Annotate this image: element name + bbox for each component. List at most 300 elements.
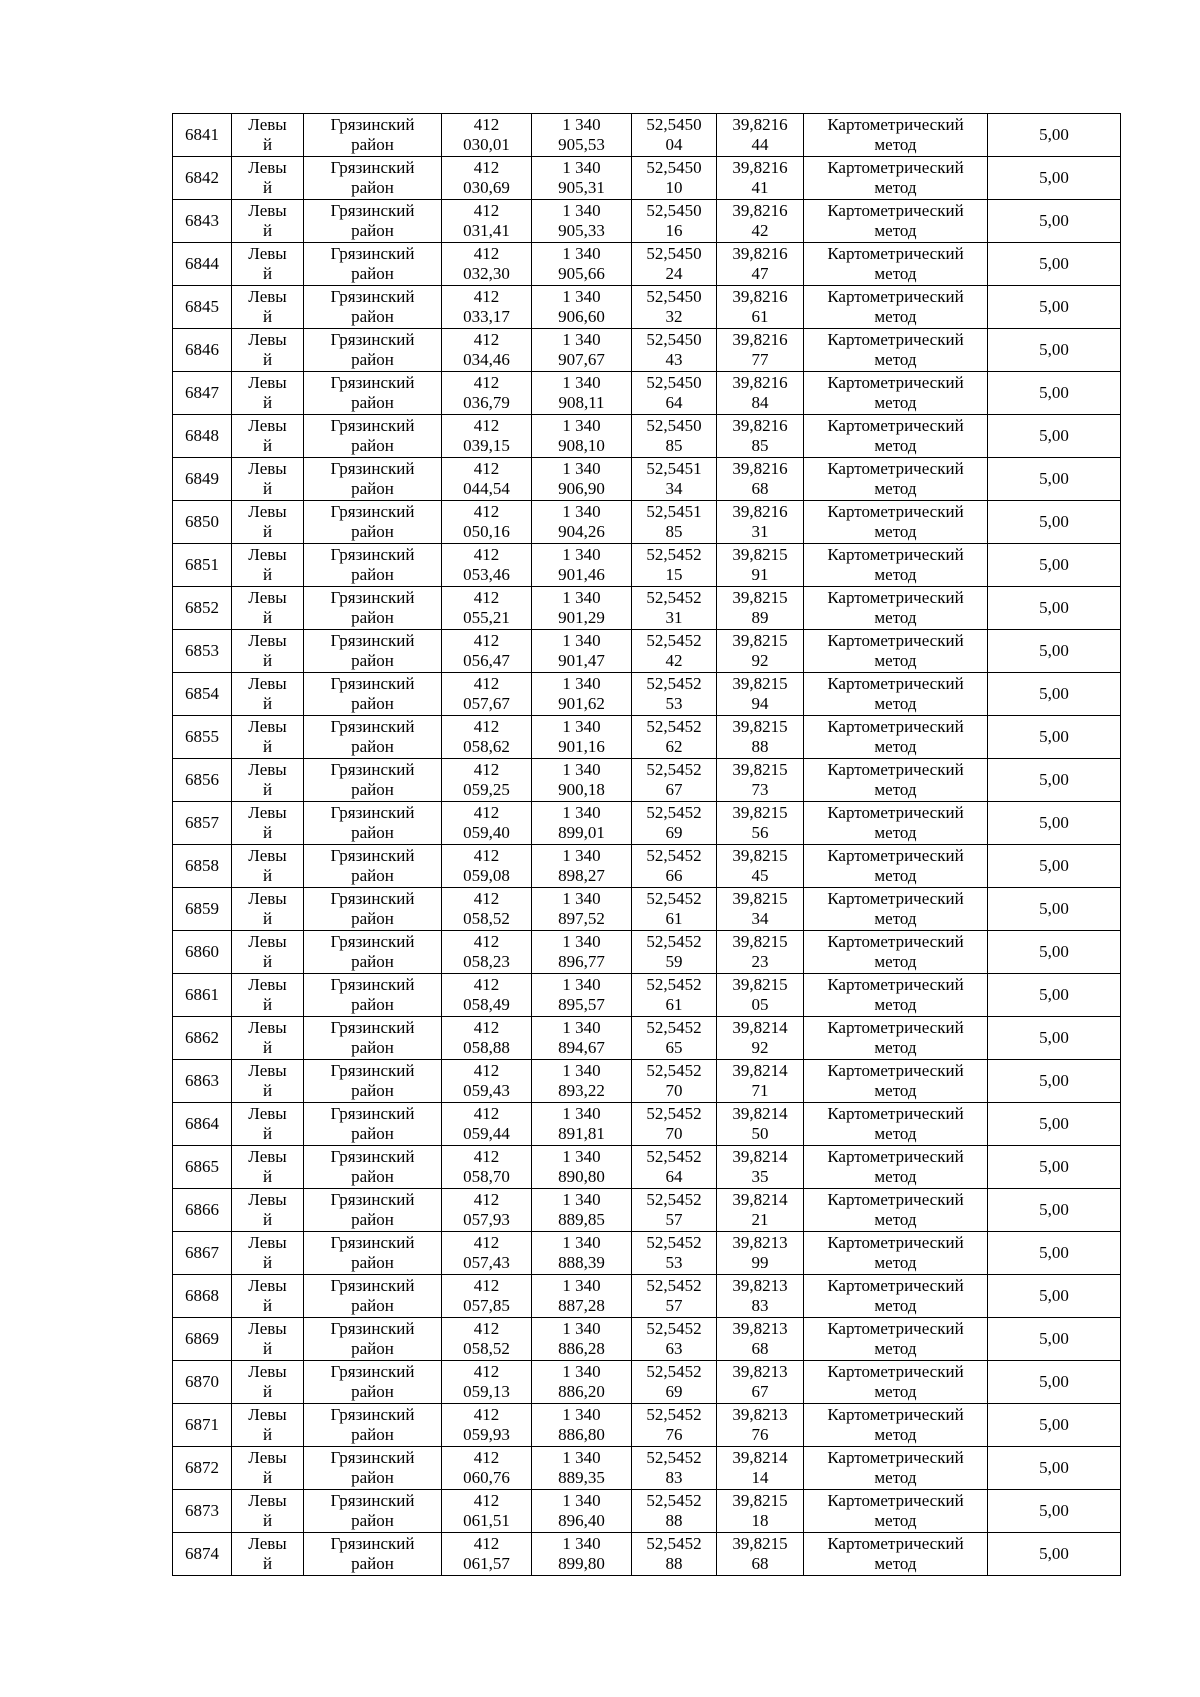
district-cell xyxy=(304,1275,442,1318)
district-line: район xyxy=(351,1038,394,1057)
method-cell xyxy=(804,888,988,931)
y-coordinate-line: 896,40 xyxy=(558,1511,605,1530)
longitude-line: 39,8215 xyxy=(732,846,788,865)
latitude-line: 24 xyxy=(665,264,683,283)
x-coordinate-cell xyxy=(442,286,532,329)
longitude-line: 39,8215 xyxy=(732,674,788,693)
method-cell xyxy=(804,544,988,587)
longitude-line: 39,8216 xyxy=(732,115,788,134)
point-number-cell: 6866 xyxy=(173,1189,232,1232)
side-line: Левы xyxy=(248,1534,287,1553)
y-coordinate-line: 894,67 xyxy=(558,1038,605,1057)
method-cell xyxy=(804,200,988,243)
y-coordinate-line: 907,67 xyxy=(558,350,605,369)
district-line: район xyxy=(351,1425,394,1444)
y-coordinate-line: 901,47 xyxy=(558,651,605,670)
side-cell xyxy=(232,1146,304,1189)
x-coordinate-line: 412 xyxy=(473,1190,500,1209)
y-coordinate-cell xyxy=(532,415,632,458)
method-line: Картометрический xyxy=(827,975,964,994)
method-line: Картометрический xyxy=(827,1104,964,1123)
point-number-cell: 6874 xyxy=(173,1533,232,1576)
point-number-cell: 6870 xyxy=(173,1361,232,1404)
y-coordinate-cell xyxy=(532,501,632,544)
longitude-line: 39,8215 xyxy=(732,803,788,822)
point-number-cell: 6849 xyxy=(173,458,232,501)
latitude-cell xyxy=(632,1060,717,1103)
accuracy-cell: 5,00 xyxy=(988,1275,1121,1318)
side-line: й xyxy=(262,350,273,369)
table-row xyxy=(173,759,1121,802)
district-cell xyxy=(304,1189,442,1232)
method-cell xyxy=(804,673,988,716)
x-coordinate-line: 412 xyxy=(473,545,500,564)
latitude-cell xyxy=(632,1404,717,1447)
y-coordinate-line: 901,29 xyxy=(558,608,605,627)
latitude-cell xyxy=(632,1490,717,1533)
longitude-line: 39,8216 xyxy=(732,158,788,177)
longitude-line: 39,8215 xyxy=(732,545,788,564)
y-coordinate-line: 1 340 xyxy=(562,287,601,306)
district-line: Грязинский xyxy=(330,1104,415,1123)
district-line: район xyxy=(351,1554,394,1573)
longitude-line: 39,8216 xyxy=(732,416,788,435)
latitude-line: 52,5452 xyxy=(646,1448,702,1467)
method-line: метод xyxy=(874,608,917,627)
longitude-line: 88 xyxy=(751,737,769,756)
accuracy-cell: 5,00 xyxy=(988,802,1121,845)
longitude-line: 39,8215 xyxy=(732,717,788,736)
x-coordinate-cell xyxy=(442,1404,532,1447)
x-coordinate-line: 059,44 xyxy=(463,1124,510,1143)
x-coordinate-line: 412 xyxy=(473,1276,500,1295)
district-line: Грязинский xyxy=(330,158,415,177)
district-line: район xyxy=(351,178,394,197)
longitude-cell xyxy=(717,286,804,329)
method-line: метод xyxy=(874,995,917,1014)
method-cell xyxy=(804,1017,988,1060)
longitude-line: 68 xyxy=(751,479,769,498)
y-coordinate-cell xyxy=(532,1275,632,1318)
side-line: й xyxy=(262,1382,273,1401)
method-line: метод xyxy=(874,479,917,498)
table-row xyxy=(173,1017,1121,1060)
method-cell xyxy=(804,1189,988,1232)
side-line: Левы xyxy=(248,459,287,478)
longitude-line: 39,8216 xyxy=(732,244,788,263)
side-line: Левы xyxy=(248,631,287,650)
district-line: Грязинский xyxy=(330,416,415,435)
x-coordinate-line: 061,57 xyxy=(463,1554,510,1573)
x-coordinate-line: 412 xyxy=(473,975,500,994)
side-line: й xyxy=(262,1511,273,1530)
x-coordinate-cell xyxy=(442,888,532,931)
district-line: район xyxy=(351,823,394,842)
longitude-cell xyxy=(717,1533,804,1576)
accuracy-cell: 5,00 xyxy=(988,157,1121,200)
district-line: район xyxy=(351,393,394,412)
method-line: Картометрический xyxy=(827,416,964,435)
latitude-cell xyxy=(632,716,717,759)
x-coordinate-cell xyxy=(442,157,532,200)
method-line: метод xyxy=(874,1210,917,1229)
latitude-line: 52,5452 xyxy=(646,674,702,693)
accuracy-cell: 5,00 xyxy=(988,1017,1121,1060)
x-coordinate-line: 412 xyxy=(473,588,500,607)
district-cell xyxy=(304,716,442,759)
y-coordinate-cell xyxy=(532,1060,632,1103)
x-coordinate-line: 412 xyxy=(473,1319,500,1338)
x-coordinate-line: 412 xyxy=(473,846,500,865)
district-cell xyxy=(304,1103,442,1146)
y-coordinate-line: 1 340 xyxy=(562,1190,601,1209)
side-cell xyxy=(232,1189,304,1232)
district-cell xyxy=(304,630,442,673)
district-line: район xyxy=(351,307,394,326)
point-number-cell: 6845 xyxy=(173,286,232,329)
district-line: район xyxy=(351,608,394,627)
longitude-line: 47 xyxy=(751,264,769,283)
district-cell xyxy=(304,845,442,888)
method-line: метод xyxy=(874,1339,917,1358)
y-coordinate-line: 1 340 xyxy=(562,674,601,693)
side-line: Левы xyxy=(248,889,287,908)
y-coordinate-line: 1 340 xyxy=(562,373,601,392)
point-number-cell: 6855 xyxy=(173,716,232,759)
table-row xyxy=(173,544,1121,587)
method-line: метод xyxy=(874,393,917,412)
method-cell xyxy=(804,1232,988,1275)
latitude-line: 53 xyxy=(665,1253,683,1272)
x-coordinate-line: 058,23 xyxy=(463,952,510,971)
point-number-cell: 6869 xyxy=(173,1318,232,1361)
longitude-line: 39,8213 xyxy=(732,1233,788,1252)
district-line: Грязинский xyxy=(330,717,415,736)
district-line: район xyxy=(351,1124,394,1143)
method-cell xyxy=(804,1447,988,1490)
district-line: район xyxy=(351,1296,394,1315)
accuracy-cell: 5,00 xyxy=(988,415,1121,458)
accuracy-cell: 5,00 xyxy=(988,286,1121,329)
side-line: Левы xyxy=(248,287,287,306)
y-coordinate-line: 901,16 xyxy=(558,737,605,756)
longitude-cell xyxy=(717,802,804,845)
method-line: Картометрический xyxy=(827,803,964,822)
longitude-cell xyxy=(717,1189,804,1232)
method-cell xyxy=(804,286,988,329)
latitude-cell xyxy=(632,501,717,544)
table-row xyxy=(173,845,1121,888)
latitude-line: 69 xyxy=(665,1382,683,1401)
x-coordinate-line: 412 xyxy=(473,1362,500,1381)
y-coordinate-line: 901,46 xyxy=(558,565,605,584)
method-cell xyxy=(804,1275,988,1318)
method-cell xyxy=(804,243,988,286)
x-coordinate-cell xyxy=(442,501,532,544)
y-coordinate-line: 889,85 xyxy=(558,1210,605,1229)
side-line: Левы xyxy=(248,1147,287,1166)
side-line: Левы xyxy=(248,502,287,521)
district-line: Грязинский xyxy=(330,975,415,994)
district-line: Грязинский xyxy=(330,373,415,392)
side-line: й xyxy=(262,479,273,498)
latitude-line: 52,5452 xyxy=(646,1491,702,1510)
x-coordinate-line: 412 xyxy=(473,115,500,134)
district-line: Грязинский xyxy=(330,1276,415,1295)
longitude-line: 35 xyxy=(751,1167,769,1186)
longitude-line: 76 xyxy=(751,1425,769,1444)
y-coordinate-line: 1 340 xyxy=(562,846,601,865)
method-line: Картометрический xyxy=(827,1491,964,1510)
y-coordinate-line: 897,52 xyxy=(558,909,605,928)
longitude-cell xyxy=(717,1017,804,1060)
district-line: район xyxy=(351,866,394,885)
longitude-cell xyxy=(717,759,804,802)
latitude-line: 34 xyxy=(665,479,683,498)
side-line: Левы xyxy=(248,674,287,693)
method-line: метод xyxy=(874,909,917,928)
y-coordinate-line: 1 340 xyxy=(562,760,601,779)
x-coordinate-line: 412 xyxy=(473,760,500,779)
side-cell xyxy=(232,415,304,458)
table-row xyxy=(173,1404,1121,1447)
method-cell xyxy=(804,329,988,372)
side-line: Левы xyxy=(248,1104,287,1123)
x-coordinate-cell xyxy=(442,802,532,845)
y-coordinate-line: 1 340 xyxy=(562,115,601,134)
x-coordinate-cell xyxy=(442,1533,532,1576)
x-coordinate-line: 412 xyxy=(473,1147,500,1166)
x-coordinate-line: 057,93 xyxy=(463,1210,510,1229)
point-number-cell: 6868 xyxy=(173,1275,232,1318)
district-line: район xyxy=(351,565,394,584)
district-line: Грязинский xyxy=(330,115,415,134)
x-coordinate-line: 034,46 xyxy=(463,350,510,369)
x-coordinate-line: 031,41 xyxy=(463,221,510,240)
table-row xyxy=(173,974,1121,1017)
x-coordinate-line: 058,62 xyxy=(463,737,510,756)
x-coordinate-line: 030,01 xyxy=(463,135,510,154)
method-line: Картометрический xyxy=(827,330,964,349)
method-cell xyxy=(804,372,988,415)
y-coordinate-line: 899,80 xyxy=(558,1554,605,1573)
side-cell xyxy=(232,1318,304,1361)
table-row xyxy=(173,286,1121,329)
latitude-line: 52,5452 xyxy=(646,975,702,994)
latitude-cell xyxy=(632,1533,717,1576)
side-line: й xyxy=(262,780,273,799)
district-cell xyxy=(304,1404,442,1447)
side-line: Левы xyxy=(248,1018,287,1037)
method-line: Картометрический xyxy=(827,1018,964,1037)
district-line: Грязинский xyxy=(330,1233,415,1252)
y-coordinate-line: 1 340 xyxy=(562,889,601,908)
y-coordinate-cell xyxy=(532,888,632,931)
method-line: Картометрический xyxy=(827,1362,964,1381)
longitude-line: 39,8215 xyxy=(732,760,788,779)
point-number-cell: 6857 xyxy=(173,802,232,845)
side-line: Левы xyxy=(248,244,287,263)
x-coordinate-cell xyxy=(442,759,532,802)
longitude-line: 92 xyxy=(751,1038,769,1057)
table-row xyxy=(173,372,1121,415)
side-line: Левы xyxy=(248,1190,287,1209)
side-line: Левы xyxy=(248,846,287,865)
longitude-line: 39,8214 xyxy=(732,1190,788,1209)
district-line: Грязинский xyxy=(330,459,415,478)
x-coordinate-cell xyxy=(442,114,532,157)
district-line: район xyxy=(351,1167,394,1186)
longitude-line: 56 xyxy=(751,823,769,842)
method-line: метод xyxy=(874,1511,917,1530)
method-line: метод xyxy=(874,1425,917,1444)
longitude-line: 77 xyxy=(751,350,769,369)
method-cell xyxy=(804,630,988,673)
method-cell xyxy=(804,157,988,200)
method-line: метод xyxy=(874,1167,917,1186)
longitude-line: 05 xyxy=(751,995,769,1014)
district-line: район xyxy=(351,952,394,971)
point-number-cell: 6867 xyxy=(173,1232,232,1275)
y-coordinate-line: 896,77 xyxy=(558,952,605,971)
longitude-line: 31 xyxy=(751,522,769,541)
longitude-cell xyxy=(717,114,804,157)
latitude-cell xyxy=(632,1232,717,1275)
side-line: Левы xyxy=(248,803,287,822)
latitude-line: 16 xyxy=(665,221,683,240)
longitude-line: 39,8214 xyxy=(732,1104,788,1123)
method-cell xyxy=(804,1490,988,1533)
x-coordinate-line: 412 xyxy=(473,1491,500,1510)
longitude-line: 18 xyxy=(751,1511,769,1530)
x-coordinate-line: 058,52 xyxy=(463,909,510,928)
side-line: й xyxy=(262,565,273,584)
x-coordinate-line: 412 xyxy=(473,201,500,220)
longitude-line: 39,8216 xyxy=(732,201,788,220)
side-cell xyxy=(232,501,304,544)
longitude-cell xyxy=(717,630,804,673)
longitude-cell xyxy=(717,501,804,544)
longitude-line: 39,8216 xyxy=(732,330,788,349)
table-row xyxy=(173,1275,1121,1318)
side-line: й xyxy=(262,1554,273,1573)
x-coordinate-line: 032,30 xyxy=(463,264,510,283)
accuracy-cell: 5,00 xyxy=(988,1103,1121,1146)
latitude-line: 52,5452 xyxy=(646,1233,702,1252)
method-cell xyxy=(804,1103,988,1146)
y-coordinate-line: 1 340 xyxy=(562,459,601,478)
y-coordinate-line: 1 340 xyxy=(562,1491,601,1510)
method-line: метод xyxy=(874,1124,917,1143)
longitude-cell xyxy=(717,974,804,1017)
longitude-line: 14 xyxy=(751,1468,769,1487)
y-coordinate-line: 908,11 xyxy=(558,393,605,412)
latitude-line: 69 xyxy=(665,823,683,842)
district-cell xyxy=(304,802,442,845)
latitude-cell xyxy=(632,630,717,673)
longitude-line: 91 xyxy=(751,565,769,584)
side-line: Левы xyxy=(248,330,287,349)
y-coordinate-cell xyxy=(532,1146,632,1189)
side-line: й xyxy=(262,307,273,326)
x-coordinate-line: 033,17 xyxy=(463,307,510,326)
side-line: Левы xyxy=(248,416,287,435)
y-coordinate-cell xyxy=(532,1447,632,1490)
longitude-cell xyxy=(717,1490,804,1533)
side-cell xyxy=(232,1404,304,1447)
side-line: й xyxy=(262,1081,273,1100)
table-row xyxy=(173,415,1121,458)
side-line: й xyxy=(262,436,273,455)
side-line: й xyxy=(262,178,273,197)
longitude-line: 89 xyxy=(751,608,769,627)
x-coordinate-line: 058,70 xyxy=(463,1167,510,1186)
district-line: Грязинский xyxy=(330,1448,415,1467)
longitude-cell xyxy=(717,1404,804,1447)
district-line: Грязинский xyxy=(330,674,415,693)
side-cell xyxy=(232,673,304,716)
x-coordinate-cell xyxy=(442,1447,532,1490)
latitude-line: 10 xyxy=(665,178,683,197)
district-line: Грязинский xyxy=(330,1405,415,1424)
y-coordinate-cell xyxy=(532,329,632,372)
latitude-line: 52,5450 xyxy=(646,287,702,306)
x-coordinate-cell xyxy=(442,1275,532,1318)
side-line: й xyxy=(262,823,273,842)
point-number-cell: 6873 xyxy=(173,1490,232,1533)
longitude-line: 85 xyxy=(751,436,769,455)
side-line: й xyxy=(262,1253,273,1272)
method-line: метод xyxy=(874,1554,917,1573)
table-row xyxy=(173,243,1121,286)
latitude-line: 52,5452 xyxy=(646,588,702,607)
district-line: Грязинский xyxy=(330,545,415,564)
y-coordinate-cell xyxy=(532,1017,632,1060)
side-line: Левы xyxy=(248,201,287,220)
longitude-cell xyxy=(717,458,804,501)
x-coordinate-cell xyxy=(442,1361,532,1404)
table-row xyxy=(173,157,1121,200)
side-line: й xyxy=(262,952,273,971)
method-line: Картометрический xyxy=(827,588,964,607)
district-line: Грязинский xyxy=(330,201,415,220)
method-line: метод xyxy=(874,264,917,283)
method-cell xyxy=(804,587,988,630)
method-line: метод xyxy=(874,135,917,154)
method-cell xyxy=(804,458,988,501)
latitude-line: 52,5452 xyxy=(646,760,702,779)
side-line: й xyxy=(262,1210,273,1229)
point-number-cell: 6843 xyxy=(173,200,232,243)
district-line: Грязинский xyxy=(330,1190,415,1209)
side-line: Левы xyxy=(248,373,287,392)
table-row xyxy=(173,1361,1121,1404)
longitude-line: 39,8215 xyxy=(732,588,788,607)
latitude-line: 88 xyxy=(665,1511,683,1530)
y-coordinate-line: 1 340 xyxy=(562,1362,601,1381)
method-line: Картометрический xyxy=(827,545,964,564)
y-coordinate-line: 1 340 xyxy=(562,975,601,994)
side-line: й xyxy=(262,135,273,154)
y-coordinate-cell xyxy=(532,1318,632,1361)
x-coordinate-line: 412 xyxy=(473,1104,500,1123)
method-cell xyxy=(804,415,988,458)
latitude-line: 04 xyxy=(665,135,683,154)
y-coordinate-cell xyxy=(532,1232,632,1275)
latitude-line: 53 xyxy=(665,694,683,713)
table-row xyxy=(173,1318,1121,1361)
y-coordinate-line: 906,60 xyxy=(558,307,605,326)
